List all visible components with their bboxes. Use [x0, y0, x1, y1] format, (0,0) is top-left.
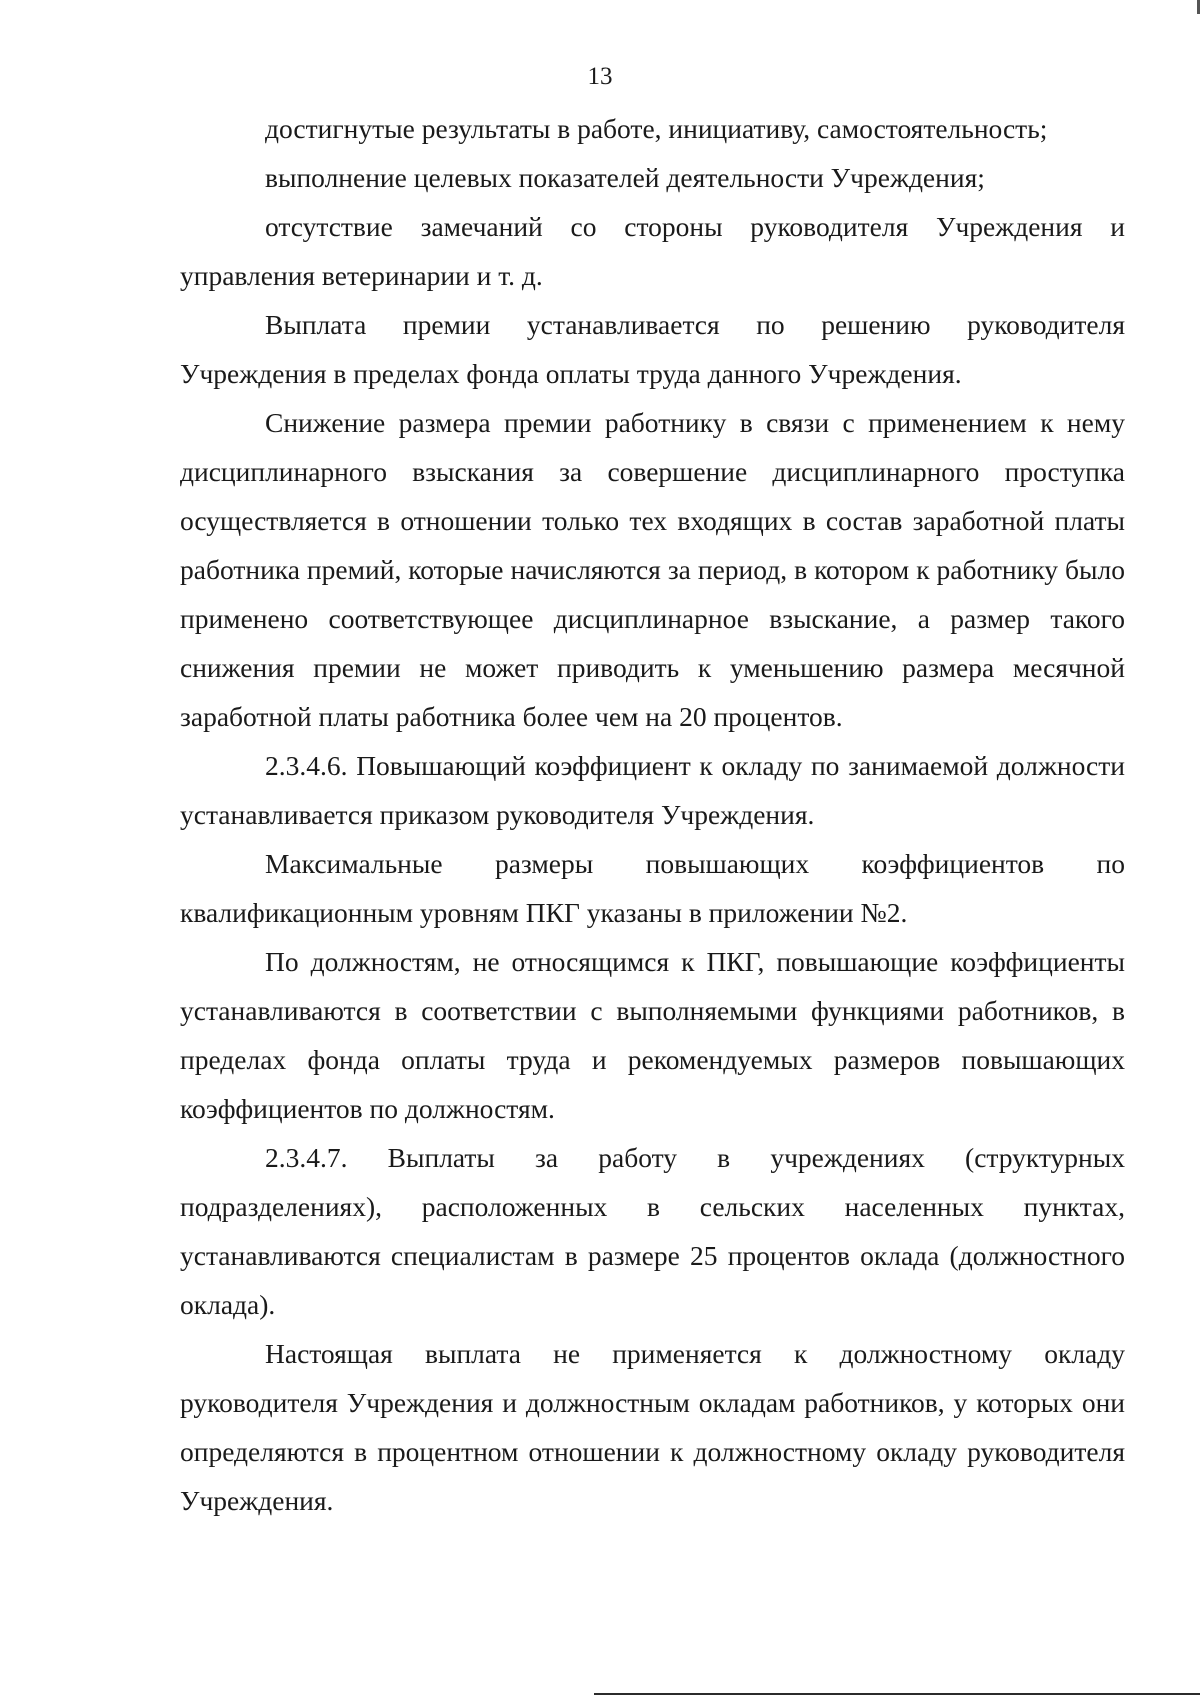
- paragraph-achievements: достигнутые результаты в работе, инициативу, самостоятельность;: [265, 113, 1048, 144]
- paragraph-max-coefficients: Максимальные размеры повышающих коэффициентов по квалификационным уровням ПКГ указаны в приложении №2.: [180, 848, 1125, 928]
- paragraph-bonus-payment: Выплата премии устанавливается по решению руководителя Учреждения в пределах фонда оплаты труда данного Учреждения.: [180, 309, 1125, 389]
- paragraph-no-remarks: отсутствие замечаний со стороны руководителя Учреждения и управления ветеринарии и т. д.: [180, 211, 1125, 291]
- paragraph-target-indicators: выполнение целевых показателей деятельности Учреждения;: [265, 162, 985, 193]
- paragraph-non-pkg-positions: По должностям, не относящимся к ПКГ, повышающие коэффициенты устанавливаются в соответствии с выполняемыми функциями работников, в пределах фонда оплаты труда и рекомендуемых размеров повышающих коэффициентов по должностям.: [180, 946, 1125, 1124]
- page-number: 13: [587, 63, 613, 90]
- document-body: [180, 104, 1125, 1525]
- paragraph-2-3-4-6: 2.3.4.6. Повышающий коэффициент к окладу по занимаемой должности устанавливается приказом руководителя Учреждения.: [180, 750, 1125, 830]
- paragraph-2-3-4-7: 2.3.4.7. Выплаты за работу в учреждениях (структурных подразделениях), расположенных в сельских населенных пунктах, устанавливаются специалистам в размере 25 процентов оклада (должностного оклада).: [180, 1142, 1125, 1320]
- paragraph-bonus-reduction: Снижение размера премии работнику в связи с применением к нему дисциплинарного взыскания за совершение дисциплинарного проступка осуществляется в отношении только тех входящих в состав заработной платы работника премий, которые начисляются за период, в котором к работнику было применено соответствующее дисциплинарное взыскание, а размер такого снижения премии не может приводить к уменьшению размера месячной заработной платы работника более чем на 20 процентов.: [180, 407, 1125, 732]
- paragraph-payment-exclusion: Настоящая выплата не применяется к должностному окладу руководителя Учреждения и должностным окладам работников, у которых они определяются в процентном отношении к должностному окладу руководителя Учреждения.: [180, 1338, 1125, 1516]
